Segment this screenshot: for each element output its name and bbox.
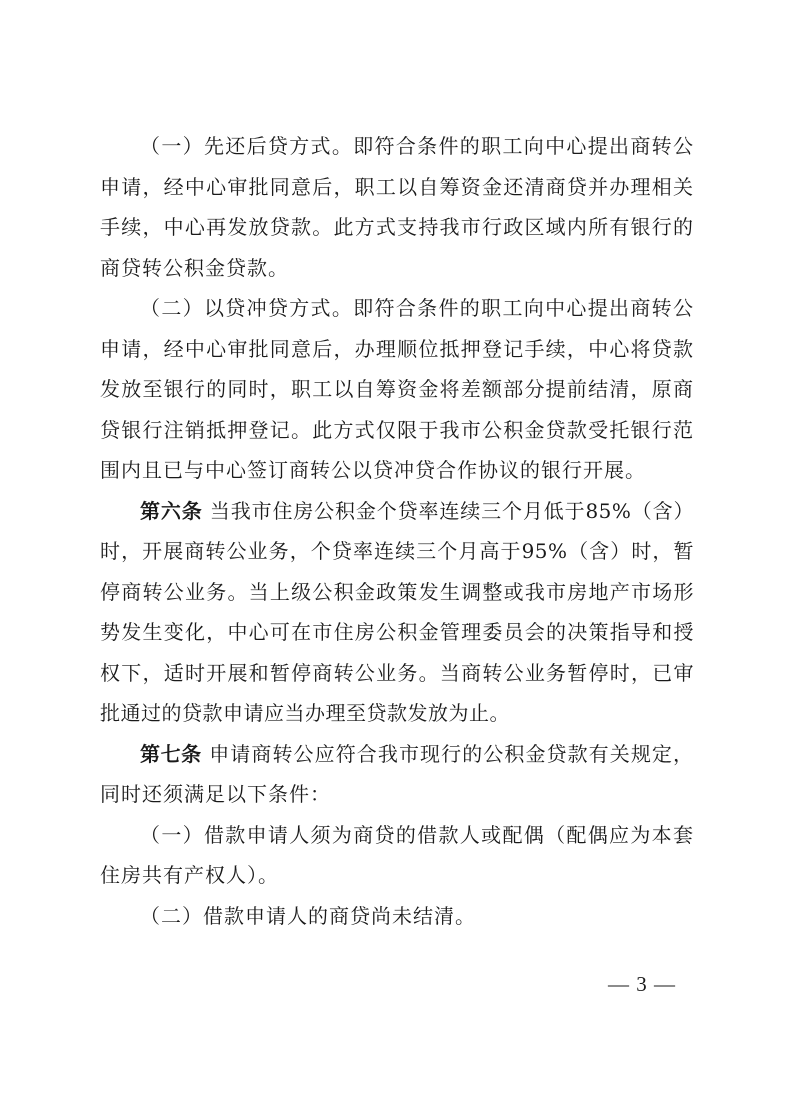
paragraph-article-six xyxy=(100,491,694,734)
paragraph-condition-two xyxy=(100,896,694,937)
paragraph-article-seven xyxy=(100,734,694,815)
paragraph-text: （一）借款申请人须为商贷的借款人或配偶（配偶应为本套住房共有产权人）。 xyxy=(100,822,694,887)
paragraph-method-one xyxy=(100,126,694,288)
paragraph-text: （一）先还后贷方式。即符合条件的职工向中心提出商转公申请，经中心审批同意后，职工以自筹资金还清商贷并办理相关手续，中心再发放贷款。此方式支持我市行政区域内所有银行的商贷转公积金贷款。 xyxy=(100,134,694,280)
paragraph-text: 当我市住房公积金个贷率连续三个月低于85%（含）时，开展商转公业务，个贷率连续三个月高于95%（含）时，暂停商转公业务。当上级公积金政策发生调整或我市房地产市场形势发生变化，中心可在市住房公积金管理委员会的决策指导和授权下，适时开展和暂停商转公业务。当商转公业务暂停时，已审批通过的贷款申请应当办理至贷款发放为止。 xyxy=(100,498,695,725)
article-heading: 第六条 xyxy=(140,498,203,523)
paragraph-text: （二）借款申请人的商贷尚未结清。 xyxy=(140,903,476,928)
paragraph-condition-one xyxy=(100,815,694,896)
article-heading: 第七条 xyxy=(140,741,202,766)
page-number: — 3 — xyxy=(608,972,676,996)
paragraph-text: （二）以贷冲贷方式。即符合条件的职工向中心提出商转公申请，经中心审批同意后，办理顺位抵押登记手续，中心将贷款发放至银行的同时，职工以自筹资金将差额部分提前结清，原商贷银行注销抵押登记。此方式仅限于我市公积金贷款受托银行范围内且已与中心签订商转公以贷冲贷合作协议的银行开展。 xyxy=(100,296,694,482)
paragraph-text: 申请商转公应符合我市现行的公积金贷款有关规定，同时还须满足以下条件： xyxy=(100,741,695,806)
document-body xyxy=(100,126,694,936)
paragraph-method-two xyxy=(100,288,694,491)
